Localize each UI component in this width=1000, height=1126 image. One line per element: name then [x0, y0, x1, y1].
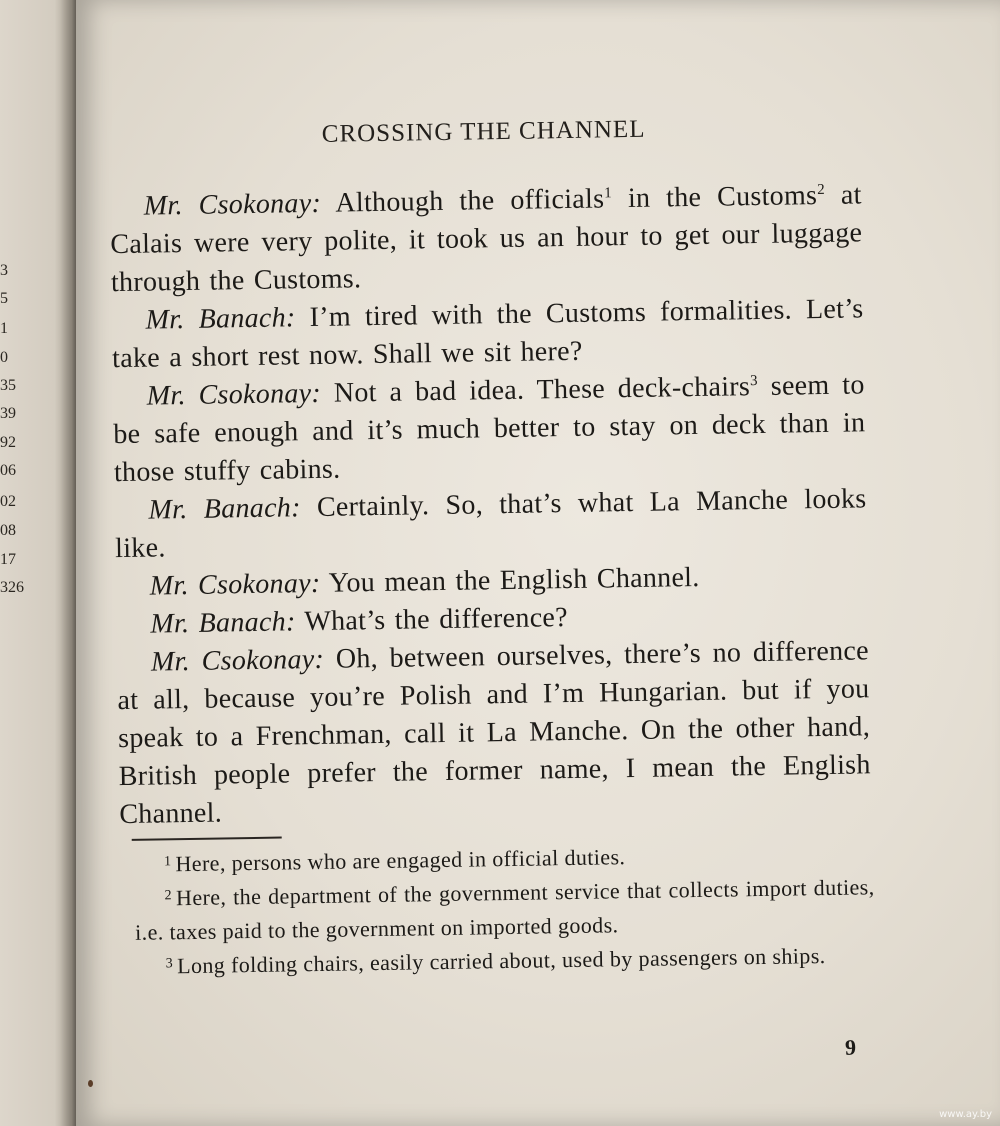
margin-number: 39: [0, 405, 16, 422]
page-content: [97, 0, 885, 1126]
footnote-text: Here, persons who are engaged in official duties.: [175, 844, 626, 877]
dialogue-line: I’m tired with the Customs formalities. Let’s take a short rest now. Shall we sit here?: [111, 293, 864, 375]
margin-number: 1: [0, 320, 8, 337]
margin-number: 3: [0, 262, 8, 279]
footnote: [134, 870, 875, 950]
footnote-text: Here, the department of the government service that collects import duties, i.e. taxes paid to the government on imported goods.: [134, 874, 875, 945]
dialogue-paragraph: [109, 176, 863, 302]
margin-number: 17: [0, 551, 16, 568]
footnote-reference: 1: [604, 185, 613, 202]
speaker-name: Mr. Csokonay:: [149, 567, 321, 602]
margin-number: 06: [0, 462, 16, 479]
margin-number: 0: [0, 349, 8, 366]
left-page-edge: [0, 0, 78, 1126]
watermark: www.ay.by: [939, 1109, 992, 1120]
dialogue-text: [109, 176, 871, 834]
footnotes: [134, 836, 876, 984]
footnote-reference: 3: [749, 373, 758, 390]
footnote-mark: 1: [163, 854, 172, 870]
dialogue-paragraph: [111, 290, 864, 378]
margin-number: 326: [0, 579, 24, 596]
dialogue-line: You mean the English Channel.: [320, 561, 700, 599]
book-page: [76, 0, 1000, 1126]
speaker-name: Mr. Csokonay:: [143, 187, 322, 222]
margin-number: 02: [0, 493, 16, 510]
footnote-reference: 2: [817, 181, 826, 199]
footnote-divider: [132, 837, 282, 841]
margin-number: 35: [0, 377, 16, 394]
dialogue-line: Oh, between ourselves, there’s no difference at all, because you’re Polish and I’m Hungarian. but if you speak to a Frenchman, call it La Manche. On the other hand, British people prefer the former name, I mean the English Channel.: [117, 635, 871, 831]
running-title: CROSSING THE CHANNEL: [321, 115, 646, 148]
dialogue-paragraph: [114, 480, 867, 568]
dialogue-paragraph: [117, 632, 872, 834]
dialogue-line: What’s the difference?: [295, 602, 569, 638]
footnote-text: Long folding chairs, easily carried about, used by passengers on ships.: [176, 943, 826, 979]
speaker-name: Mr. Csokonay:: [146, 377, 322, 412]
margin-number: 92: [0, 434, 16, 451]
margin-number: 08: [0, 522, 16, 539]
dialogue-paragraph: [112, 366, 866, 492]
speaker-name: Mr. Banach:: [145, 302, 296, 336]
dialogue-line: at Calais were very polite, it took us an hour to get our luggage through the Customs.: [110, 179, 863, 299]
paper-stain: [88, 1080, 93, 1087]
footnote-mark: 2: [164, 888, 173, 904]
dialogue-line: in the Customs: [611, 180, 818, 215]
dialogue-line: seem to be safe enough and it’s much better to stay on deck than in those stuffy cabins.: [113, 369, 866, 489]
speaker-name: Mr. Csokonay:: [150, 643, 325, 678]
speaker-name: Mr. Banach:: [150, 606, 296, 640]
page-number: 9: [844, 1034, 857, 1060]
speaker-name: Mr. Banach:: [148, 492, 301, 526]
dialogue-line: Certainly. So, that’s what La Manche looks like.: [114, 483, 867, 565]
dialogue-line: Not a bad idea. These deck-chairs: [320, 371, 751, 409]
left-page-margin-numbers: [0, 0, 40, 620]
dialogue-line: Although the officials: [320, 183, 605, 219]
margin-number: 5: [0, 290, 8, 307]
footnote-mark: 3: [165, 956, 174, 972]
